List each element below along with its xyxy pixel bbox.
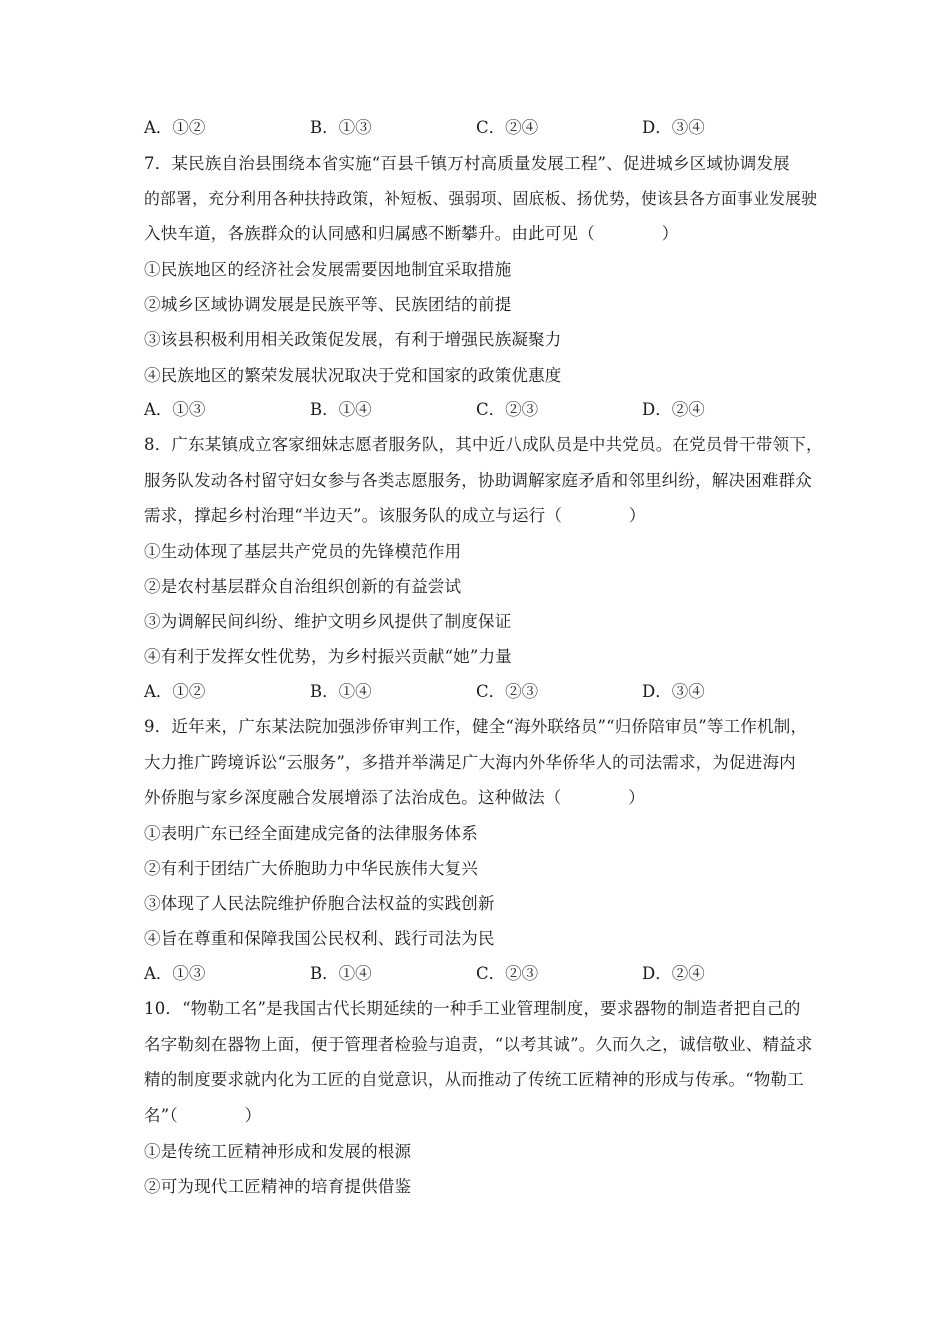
q7-option-a: A．①③ [144, 400, 206, 419]
q7-options [144, 399, 824, 421]
q10-stem-line: 10．“物勒工名”是我国古代长期延续的一种手工业管理制度，要求器物的制造者把自己的 [144, 999, 801, 1018]
q10-stem-line: 名字勒刻在器物上面，便于管理者检验与追责，“以考其诚”。久而久之，诚信敬业、精益求 [144, 1035, 813, 1054]
q6-option-d: D．③④ [642, 118, 705, 137]
q7-item-3: ③该县积极利用相关政策促发展，有利于增强民族凝聚力 [144, 330, 562, 349]
q9-item-3: ③体现了人民法院维护侨胞合法权益的实践创新 [144, 894, 495, 913]
q8-stem-line: 8．广东某镇成立客家细妹志愿者服务队，其中近八成队员是中共党员。在党员骨干带领下， [144, 435, 823, 454]
q8-option-b: B．①④ [310, 682, 372, 701]
q6-option-a: A．①② [144, 118, 206, 137]
q8-stem-line: 服务队发动各村留守妇女参与各类志愿服务，协助调解家庭矛盾和邻里纠纷，解决困难群众 [144, 471, 812, 490]
q9-item-1: ①表明广东已经全面建成完备的法律服务体系 [144, 824, 478, 843]
q7-stem-line: 7．某民族自治县围绕本省实施“百县千镇万村高质量发展工程”、促进城乡区域协调发展 [144, 154, 790, 173]
q10-item-2: ②可为现代工匠精神的培育提供借鉴 [144, 1177, 412, 1196]
q9-stem-line: 9．近年来，广东某法院加强涉侨审判工作，健全“海外联络员”“归侨陪审员”等工作机制， [144, 717, 808, 736]
q8-options [144, 681, 824, 703]
q9-item-4: ④旨在尊重和保障我国公民权利、践行司法为民 [144, 929, 495, 948]
q7-item-4: ④民族地区的繁荣发展状况取决于党和国家的政策优惠度 [144, 366, 562, 385]
q6-options [144, 117, 824, 139]
q9-option-a: A．①③ [144, 964, 206, 983]
q9-stem-line: 外侨胞与家乡深度融合发展增添了法治成色。这种做法（ ） [144, 788, 645, 807]
q10-stem-line: 精的制度要求就内化为工匠的自觉意识，从而推动了传统工匠精神的形成与传承。“物勒工 [144, 1070, 804, 1089]
q8-option-a: A．①② [144, 682, 206, 701]
q9-option-b: B．①④ [310, 964, 372, 983]
q10-stem-line: 名”（ ） [144, 1106, 262, 1125]
q8-option-d: D．③④ [642, 682, 705, 701]
q7-option-b: B．①④ [310, 400, 372, 419]
q9-option-c: C．②③ [476, 964, 539, 983]
q9-option-d: D．②④ [642, 964, 705, 983]
q7-stem-line: 的部署，充分利用各种扶持政策，补短板、强弱项、固底板、扬优势，使该县各方面事业发展驶 [144, 189, 818, 208]
q8-item-1: ①生动体现了基层共产党员的先锋模范作用 [144, 542, 462, 561]
q7-item-1: ①民族地区的经济社会发展需要因地制宜采取措施 [144, 260, 512, 279]
q8-item-3: ③为调解民间纠纷、维护文明乡风提供了制度保证 [144, 612, 512, 631]
q7-item-2: ②城乡区域协调发展是民族平等、民族团结的前提 [144, 295, 512, 314]
q8-option-c: C．②③ [476, 682, 539, 701]
q7-option-c: C．②③ [476, 400, 539, 419]
q9-stem-line: 大力推广跨境诉讼“云服务”，多措并举满足广大海内外华侨华人的司法需求，为促进海内 [144, 753, 796, 772]
q8-item-2: ②是农村基层群众自治组织创新的有益尝试 [144, 577, 462, 596]
q9-options [144, 963, 824, 985]
q6-option-b: B．①③ [310, 118, 372, 137]
q10-item-1: ①是传统工匠精神形成和发展的根源 [144, 1142, 412, 1161]
q7-stem-line: 入快车道，各族群众的认同感和归属感不断攀升。由此可见（ ） [144, 224, 679, 243]
q6-option-c: C．②④ [476, 118, 539, 137]
q7-option-d: D．②④ [642, 400, 705, 419]
q8-stem-line: 需求，撑起乡村治理“半边天”。该服务队的成立与运行（ ） [144, 506, 646, 525]
q8-item-4: ④有利于发挥女性优势，为乡村振兴贡献“她”力量 [144, 647, 512, 666]
q9-item-2: ②有利于团结广大侨胞助力中华民族伟大复兴 [144, 859, 478, 878]
